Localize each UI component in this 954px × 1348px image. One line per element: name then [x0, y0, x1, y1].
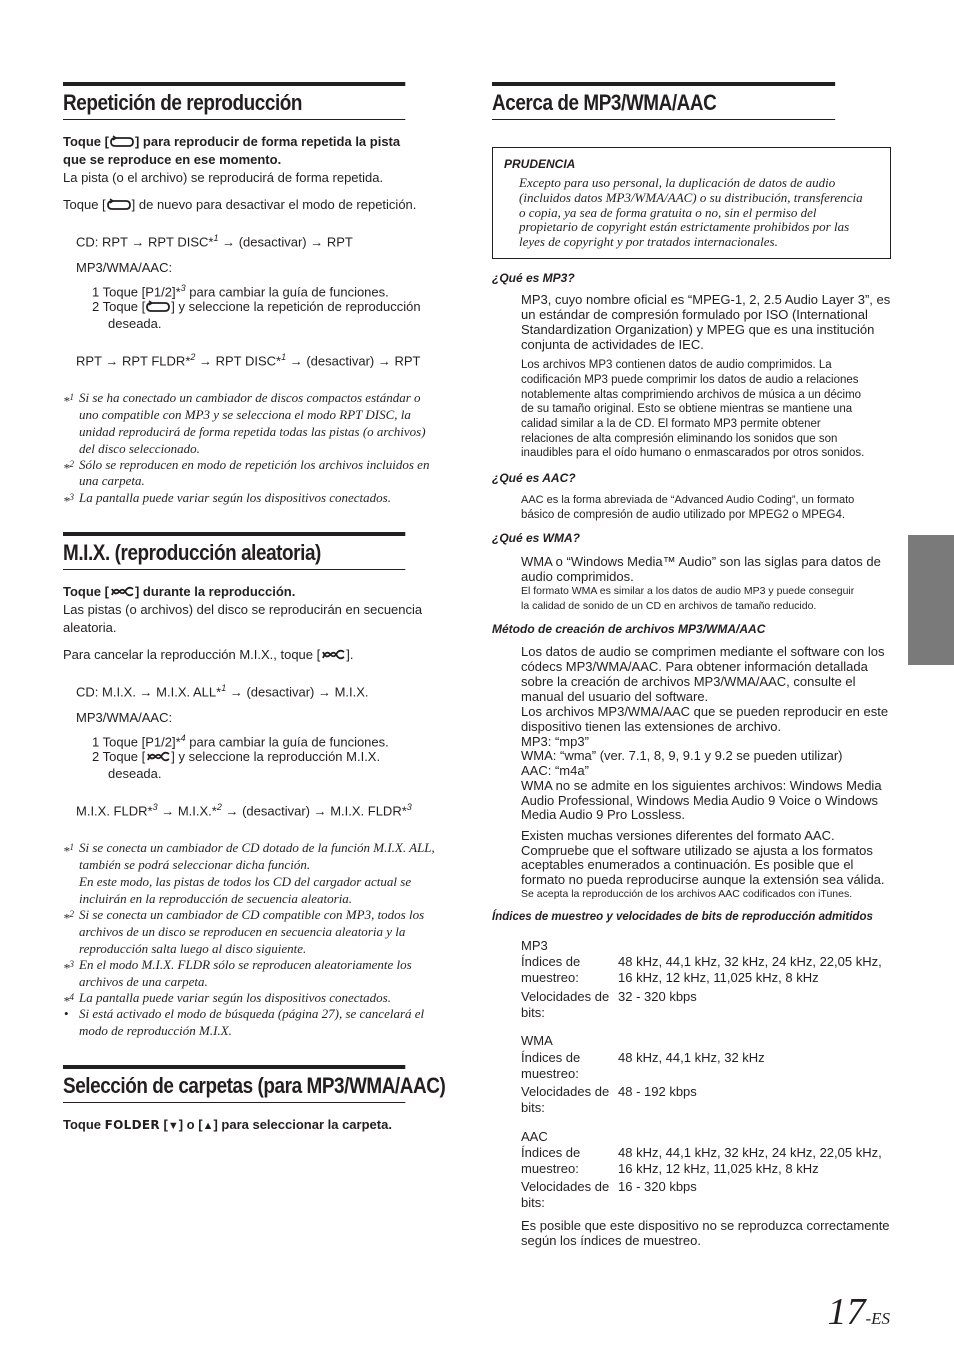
- subheading-what-wma: ¿Qué es WMA?: [492, 531, 581, 545]
- repeat-instruction-line2: que se reproduce en ese momento.: [63, 152, 282, 167]
- body-line-small: El formato WMA es similar a los datos de audio MP3 y puede conseguir: [521, 585, 855, 597]
- text: ] y seleccione la reproducción M.I.X.: [171, 749, 381, 764]
- folder-instruction: [63, 1117, 392, 1134]
- footnote-ref: 2: [190, 352, 196, 362]
- side-tab-marker: [908, 535, 954, 665]
- body-line: AAC: “m4a”: [521, 763, 589, 778]
- mix-instruction: [63, 584, 295, 599]
- footnote-line: del disco seleccionado.: [79, 441, 200, 456]
- bitrate-value: 48 - 192 kbps: [618, 1084, 697, 1099]
- footnote-line: una carpeta.: [79, 473, 145, 488]
- note-star: *: [63, 843, 70, 859]
- body-line: manual del usuario del software.: [521, 689, 709, 704]
- mix-mp3-label: MP3/WMA/AAC:: [76, 710, 173, 725]
- body-line: WMA o “Windows Media™ Audio” son las siglas para datos de: [521, 554, 881, 569]
- mix-step-1: [92, 731, 389, 749]
- note-number: 2: [69, 909, 74, 919]
- repeat-mp3-label: MP3/WMA/AAC:: [76, 260, 173, 275]
- text: Toque [: [63, 197, 106, 212]
- body-line: Existen muchas versiones diferentes del formato AAC.: [521, 828, 835, 843]
- body-line: Media Audio 9 Pro Lossless.: [521, 807, 686, 822]
- caution-line: (incluidos datos MP3/WMA/AAC) o su distribución, transferencia: [519, 190, 863, 205]
- footnote-line: incluirán en la reproducción de secuencia aleatoria.: [79, 891, 353, 906]
- rate-label: Índices de: [521, 954, 581, 969]
- rate-value: 16 kHz, 12 kHz, 11,025 kHz, 8 kHz: [618, 970, 819, 985]
- rate-value: 48 kHz, 44,1 kHz, 32 kHz: [618, 1050, 765, 1065]
- footnote-line: modo de reproducción M.I.X.: [79, 1023, 232, 1038]
- subheading-what-mp3: ¿Qué es MP3?: [492, 271, 575, 285]
- bitrate-value: 16 - 320 kbps: [618, 1179, 697, 1194]
- note-number: 4: [69, 992, 74, 1002]
- body-line: notablemente altas comprimiendo archivos de música a un décimo: [521, 389, 862, 401]
- footnote-line: Si se conecta un cambiador de CD dotado de la función M.I.X. ALL,: [79, 840, 435, 855]
- note-number: 3: [69, 959, 74, 969]
- repeat-description: La pista (o el archivo) se reproducirá de forma repetida.: [63, 170, 384, 185]
- caution-line: o copia, ya sea de forma gratuita o no, sin el permiso del: [519, 205, 817, 220]
- footnote-line: uno compatible con MP3 y se selecciona el modo RPT DISC, la: [79, 407, 411, 422]
- footnote-line: archivos de un disco se reproducen en secuencia aleatoria y la: [79, 924, 406, 939]
- body-line: de su tamaño original. Esto se obtiene mientras se mantiene una: [521, 403, 853, 415]
- note-star: *: [63, 910, 70, 926]
- repeat-icon: [106, 198, 132, 211]
- body-line-small: la calidad de sonido de un CD en archivos de tamaño reducido.: [521, 600, 817, 612]
- page-number-value: 17: [827, 1291, 866, 1333]
- repeat-step-2-line2: deseada.: [108, 316, 162, 331]
- note-number: 1: [69, 392, 74, 402]
- mix-step-2-line2: deseada.: [108, 766, 162, 781]
- text: CD: M.I.X. → M.I.X. ALL*: [76, 684, 222, 700]
- caution-line: leyes de copyright y por tratados internacionales.: [519, 234, 778, 249]
- caution-line: propietario de copyright están estrictamente prohibidos por las: [519, 219, 850, 234]
- section-title-text: M.I.X. (reproducción aleatoria): [63, 540, 321, 565]
- text: [: [159, 1117, 168, 1132]
- text: → (desactivar) → M.I.X. FLDR*: [221, 803, 407, 819]
- format-name: MP3: [521, 938, 548, 953]
- body-line: sobre la creación de archivos MP3/WMA/AAC, consulte el: [521, 674, 856, 689]
- body-line: dispositivo tienen las extensiones de archivo.: [521, 719, 782, 734]
- body-line-small: Se acepta la reproducción de los archivos AAC codificados con iTunes.: [521, 888, 853, 900]
- body-line: WMA no se admite en los siguientes archivos: Windows Media: [521, 778, 882, 793]
- bitrate-label: bits:: [521, 1005, 545, 1020]
- text: M.I.X. FLDR*: [76, 803, 153, 819]
- section-title-text: Repetición de reproducción: [63, 90, 303, 115]
- rate-label: Índices de: [521, 1050, 581, 1065]
- footnote-mark: [63, 956, 74, 976]
- footnote-ref: 1: [213, 233, 219, 243]
- body-line: básico de compresión de audio utilizado por MPEG2 o MPEG4.: [521, 509, 846, 521]
- format-name: WMA: [521, 1033, 553, 1048]
- subheading-what-aac: ¿Qué es AAC?: [492, 471, 576, 485]
- footnote-line: también se podrá seleccionar dicha función.: [79, 857, 311, 872]
- text: Toque: [63, 1117, 105, 1132]
- body-line: códecs MP3/WMA/AAC. Para obtener información detallada: [521, 659, 868, 674]
- text: ] durante la reproducción.: [134, 584, 296, 599]
- note-star: *: [63, 393, 70, 409]
- body-line: AAC es la forma abreviada de “Advanced Audio Coding”, un formato: [521, 494, 855, 506]
- body-line: Los archivos MP3/WMA/AAC que se pueden reproducir en este: [521, 704, 889, 719]
- note-number: 1: [69, 842, 74, 852]
- footnote-line: unidad reproducirá de forma repetida todas las pistas (o archivos): [79, 424, 426, 439]
- footnote-line: archivos de una carpeta.: [79, 974, 208, 989]
- subheading-method: Método de creación de archivos MP3/WMA/AAC: [492, 622, 766, 636]
- repeat-mp3-sequence: [76, 350, 420, 368]
- text: Toque [: [63, 584, 109, 599]
- bitrate-value: 32 - 320 kbps: [618, 989, 697, 1004]
- mix-mp3-sequence: [76, 800, 412, 818]
- text: → (desactivar) → M.I.X.: [226, 684, 369, 700]
- footnote-line: En el modo M.I.X. FLDR sólo se reproducen aleatoriamente los: [79, 957, 412, 972]
- text: → (desactivar) → RPT: [286, 353, 421, 369]
- note-number: 3: [69, 492, 74, 502]
- mix-cancel: [63, 647, 353, 662]
- repeat-icon: [145, 300, 171, 313]
- note-star: *: [63, 960, 70, 976]
- bitrate-label: bits:: [521, 1100, 545, 1115]
- bitrate-label: Velocidades de: [521, 1084, 610, 1099]
- rate-value: 48 kHz, 44,1 kHz, 32 kHz, 24 kHz, 22,05 kHz,: [618, 1145, 882, 1160]
- body-line: MP3, cuyo nombre oficial es “MPEG-1, 2, 2.5 Audio Layer 3”, es: [521, 292, 891, 307]
- text: ].: [346, 647, 354, 662]
- subheading-rates: Índices de muestreo y velocidades de bits de reproducción admitidos: [492, 911, 873, 923]
- text: Para cancelar la reproducción M.I.X., toque [: [63, 647, 321, 662]
- format-name: AAC: [521, 1129, 548, 1144]
- bitrate-label: Velocidades de: [521, 989, 610, 1004]
- repeat-cd-sequence: [76, 231, 353, 249]
- text: Toque [: [63, 134, 109, 149]
- text: 2 Toque [: [92, 299, 146, 314]
- note-star: *: [63, 460, 70, 476]
- body-line: audio comprimidos.: [521, 569, 634, 584]
- body-line: MP3: “mp3”: [521, 734, 589, 749]
- body-line: Audio Professional, Windows Media Audio 9 Voice o Windows: [521, 793, 878, 808]
- text: 1 Toque [P1/2]*: [92, 734, 181, 750]
- text: ] y seleccione la repetición de reproducción: [171, 299, 421, 314]
- page-number-suffix: -ES: [865, 1309, 890, 1328]
- footnote-mark: [63, 839, 74, 859]
- section-title-repeat: [63, 82, 405, 120]
- note-number: 2: [69, 459, 74, 469]
- section-title-text: Selección de carpetas (para MP3/WMA/AAC): [63, 1073, 446, 1098]
- folder-button-label: FOLDER: [104, 1118, 160, 1132]
- mix-description-line2: aleatoria.: [63, 620, 117, 635]
- footnote-mark: [63, 389, 74, 409]
- footnote-line: Sólo se reproducen en modo de repetición los archivos incluidos en: [79, 457, 430, 472]
- footnote-ref: 2: [216, 802, 222, 812]
- section-title-mix: [63, 532, 405, 570]
- section-title-folder: [63, 1065, 446, 1103]
- mix-description: Las pistas (o archivos) del disco se reproducirán en secuencia: [63, 602, 423, 617]
- footnote-ref: 4: [180, 733, 186, 743]
- body-line: inaudibles para el oído humano o enmascarados por otros sonidos.: [521, 447, 865, 459]
- text: → RPT DISC*: [195, 353, 282, 369]
- footnote-ref: 3: [406, 802, 412, 812]
- body-line: un estándar de compresión formulado por ISO (International: [521, 307, 868, 322]
- rate-label: muestreo:: [521, 1066, 579, 1081]
- footnote-ref: 3: [180, 283, 186, 293]
- bitrate-label: Velocidades de: [521, 1179, 610, 1194]
- text: para cambiar la guía de funciones.: [185, 284, 389, 300]
- text: 1 Toque [P1/2]*: [92, 284, 181, 300]
- caution-heading: PRUDENCIA: [504, 157, 576, 171]
- section-title-text: Acerca de MP3/WMA/AAC: [492, 90, 717, 115]
- footnote-ref: 1: [221, 683, 227, 693]
- text: ] para seleccionar la carpeta.: [213, 1117, 392, 1132]
- bitrate-label: bits:: [521, 1195, 545, 1210]
- body-line: WMA: “wma” (ver. 7.1, 8, 9, 9.1 y 9.2 se pueden utilizar): [521, 748, 843, 763]
- note-star: *: [63, 993, 70, 1009]
- body-line: aceptables enumerados a continuación. Es posible que el: [521, 857, 854, 872]
- repeat-instruction: [63, 134, 400, 149]
- text: ] de nuevo para desactivar el modo de repetición.: [131, 197, 417, 212]
- text: 2 Toque [: [92, 749, 146, 764]
- text: CD: RPT → RPT DISC*: [76, 234, 214, 250]
- body-line: calidad similar a la de CD. El formato MP3 permite obtener: [521, 418, 821, 430]
- up-arrow-icon: ▲: [202, 1120, 214, 1132]
- repeat-step-1: [92, 281, 389, 299]
- footnote-line: La pantalla puede variar según los dispositivos conectados.: [79, 990, 391, 1005]
- rate-value: 48 kHz, 44,1 kHz, 32 kHz, 24 kHz, 22,05 kHz,: [618, 954, 882, 969]
- page-number: [827, 1290, 890, 1334]
- text: ] o [: [178, 1117, 203, 1132]
- bullet: •: [64, 1006, 69, 1021]
- shuffle-icon: [320, 648, 346, 661]
- section-title-about: [492, 82, 835, 120]
- body-line: Es posible que este dispositivo no se reproduzca correctamente: [521, 1218, 890, 1233]
- text: → (desactivar) → RPT: [218, 234, 353, 250]
- text: para cambiar la guía de funciones.: [185, 734, 389, 750]
- footnote-ref: 3: [152, 802, 158, 812]
- footnote-line: La pantalla puede variar según los dispositivos conectados.: [79, 490, 391, 505]
- text: ] para reproducir de forma repetida la pista: [134, 134, 401, 149]
- repeat-again: [63, 197, 416, 212]
- repeat-icon: [109, 135, 135, 148]
- shuffle-icon: [109, 585, 135, 598]
- footnote-mark: [63, 906, 74, 926]
- footnote-line: reproducción salta luego al disco siguiente.: [79, 941, 307, 956]
- rate-label: Índices de: [521, 1145, 581, 1160]
- mix-cd-sequence: [76, 681, 369, 699]
- footnote-line: Si se ha conectado un cambiador de discos compactos estándar o: [79, 390, 421, 405]
- body-line: Los archivos MP3 contienen datos de audio comprimidos. La: [521, 359, 832, 371]
- note-star: *: [63, 493, 70, 509]
- body-line: conjunta de actividades de IEC.: [521, 337, 704, 352]
- body-line: Compruebe que el software utilizado se ajusta a los formatos: [521, 843, 873, 858]
- mix-step-2: [92, 749, 380, 764]
- footnote-ref: 1: [281, 352, 287, 362]
- shuffle-icon: [145, 750, 171, 763]
- footnote-mark: [63, 456, 74, 476]
- footnote-line: Si se conecta un cambiador de CD compatible con MP3, todos los: [79, 907, 425, 922]
- body-line: formato no pueda reproducirse aunque la extensión sea válida.: [521, 872, 885, 887]
- body-line: según los índices de muestreo.: [521, 1233, 701, 1248]
- repeat-step-2: [92, 299, 421, 314]
- footnote-line: Si está activado el modo de búsqueda (página 27), se cancelará el: [79, 1006, 425, 1021]
- body-line: codificación MP3 puede comprimir los datos de audio a relaciones: [521, 374, 859, 386]
- body-line: relaciones de alta compresión eliminando los sonidos que son: [521, 433, 838, 445]
- text: → M.I.X.*: [157, 803, 217, 819]
- caution-line: Excepto para uso personal, la duplicación de datos de audio: [519, 175, 836, 190]
- footnote-mark: [63, 489, 74, 509]
- rate-label: muestreo:: [521, 970, 579, 985]
- rate-value: 16 kHz, 12 kHz, 11,025 kHz, 8 kHz: [618, 1161, 819, 1176]
- footnote-line: En este modo, las pistas de todos los CD del cargador actual se: [79, 874, 412, 889]
- body-line: Standardization Organization) y MPEG que es una institución: [521, 322, 875, 337]
- rate-label: muestreo:: [521, 1161, 579, 1176]
- text: RPT → RPT FLDR*: [76, 353, 191, 369]
- body-line: Los datos de audio se comprimen mediante el software con los: [521, 644, 885, 659]
- down-arrow-icon: ▼: [167, 1120, 179, 1132]
